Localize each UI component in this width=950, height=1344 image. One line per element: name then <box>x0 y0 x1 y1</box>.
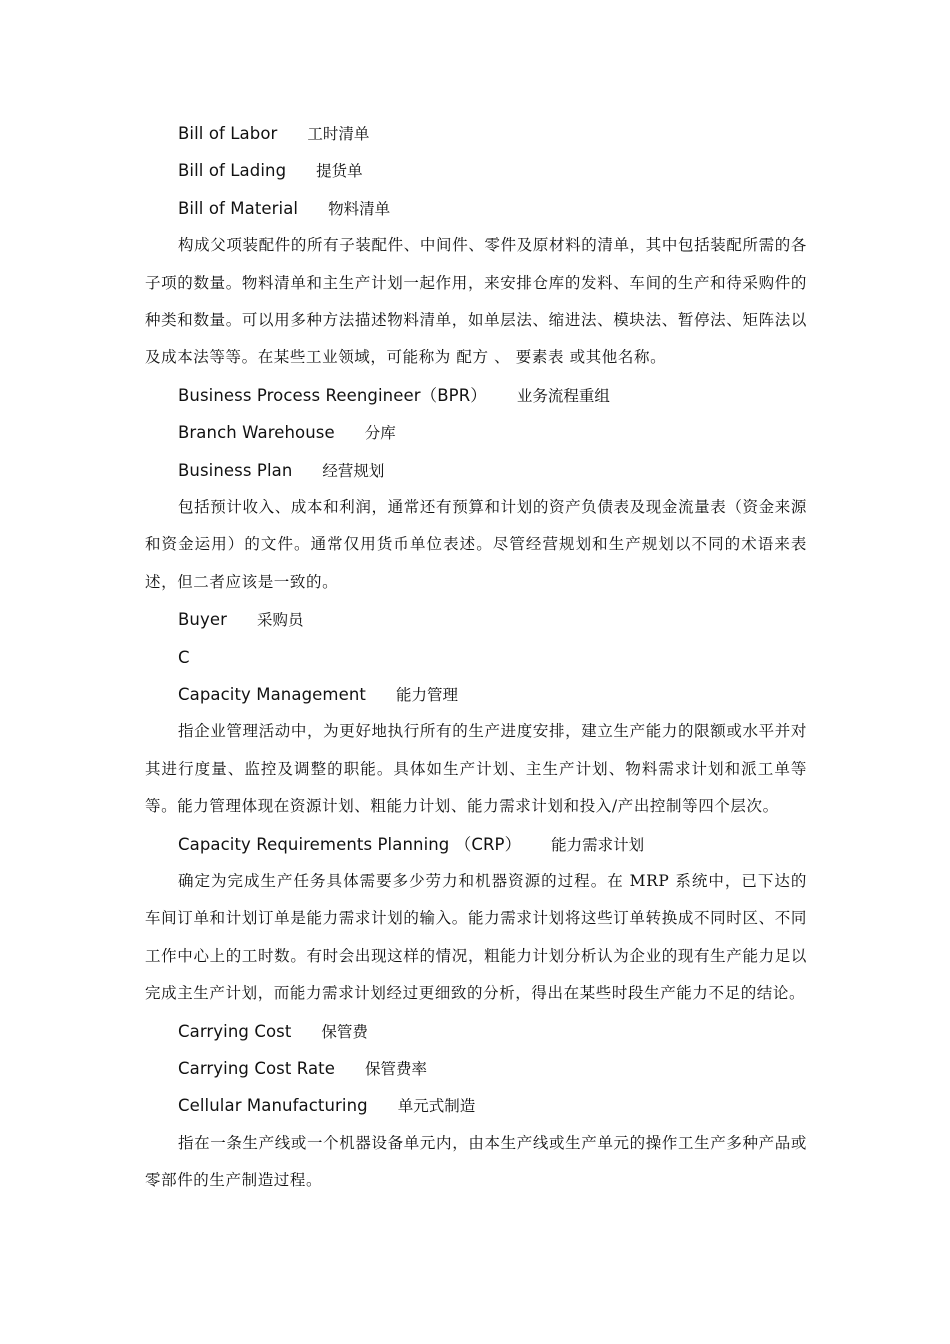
term-chinese: 采购员 <box>256 611 304 630</box>
term-business-plan <box>178 452 950 489</box>
term-english: Bill of Material <box>178 198 299 218</box>
term-chinese: 工时清单 <box>307 125 370 143</box>
section-letter: C <box>178 647 190 667</box>
term-chinese: 分库 <box>364 424 396 443</box>
term-english: Business Process Reengineer（BPR） <box>178 385 487 405</box>
term-chinese: 能力需求计划 <box>551 835 645 854</box>
term-english: Bill of Labor <box>178 124 278 143</box>
definition-business-plan: 包括预计收入、成本和利润，通常还有预算和计划的资产负债表及现金流量表（资金来源和资金运用）的文件。通常仅用货币单位表述。尽管经营规划和生产规划以不同的术语来表述，但二者应该是一致的。 <box>145 497 807 591</box>
term-english: Carrying Cost <box>178 1021 292 1041</box>
term-bill-of-material <box>178 190 950 227</box>
term-capacity-management <box>178 676 950 713</box>
term-english: Capacity Management <box>178 684 366 704</box>
term-bill-of-lading <box>178 152 950 189</box>
term-chinese: 业务流程重组 <box>516 386 610 405</box>
term-chinese: 物料清单 <box>328 199 391 218</box>
term-english: Bill of Lading <box>178 161 287 181</box>
definition-capacity-management: 指企业管理活动中，为更好地执行所有的生产进度安排，建立生产能力的限额或水平并对其进行度量、监控及调整的职能。具体如生产计划、主生产计划、物料需求计划和派工单等等。能力管理体现在资源计划、粗能力计划、能力需求计划和投入/产出控制等四个层次。 <box>145 722 807 816</box>
term-buyer <box>178 601 950 638</box>
term-english: Capacity Requirements Planning （CRP） <box>178 834 522 854</box>
term-chinese: 经营规划 <box>322 461 385 480</box>
term-carrying-cost <box>178 1013 950 1050</box>
term-branch-warehouse <box>178 414 950 451</box>
term-chinese: 保管费率 <box>365 1059 428 1078</box>
term-chinese: 保管费 <box>321 1022 368 1041</box>
term-bill-of-labor <box>178 115 950 152</box>
term-chinese: 提货单 <box>316 162 363 181</box>
term-crp <box>178 826 950 863</box>
term-carrying-cost-rate <box>178 1050 950 1087</box>
term-english: Business Plan <box>178 460 293 480</box>
term-english: Carrying Cost Rate <box>178 1058 335 1078</box>
document-page <box>0 115 950 1200</box>
term-chinese: 能力管理 <box>395 685 458 704</box>
term-bpr <box>178 377 950 414</box>
definition-bill-of-material: 构成父项装配件的所有子装配件、中间件、零件及原材料的清单，其中包括装配所需的各子项的数量。物料清单和主生产计划一起作用，来安排仓库的发料、车间的生产和待采购件的种类和数量。可以用多种方法描述物料清单，如单层法、缩进法、模块法、暂停法、矩阵法以及成本法等等。在某些工业领域，可能称为 配方 、 要素表 或其他名称。 <box>145 236 807 367</box>
term-english: Branch Warehouse <box>178 423 335 443</box>
term-english: Cellular Manufacturing <box>178 1096 368 1116</box>
term-english: Buyer <box>178 610 227 630</box>
term-cellular-manufacturing <box>178 1087 950 1124</box>
definition-crp: 确定为完成生产任务具体需要多少劳力和机器资源的过程。在 MRP 系统中，已下达的车间订单和计划订单是能力需求计划的输入。能力需求计划将这些订单转换成不同时区、不同工作中心上的工时数。有时会出现这样的情况，粗能力计划分析认为企业的现有生产能力足以完成主生产计划，而能力需求计划经过更细致的分析，得出在某些时段生产能力不足的结论。 <box>145 871 807 1003</box>
term-chinese: 单元式制造 <box>397 1097 476 1116</box>
definition-cellular-manufacturing: 指在一条生产线或一个机器设备单元内，由本生产线或生产单元的操作工生产多种产品或零部件的生产制造过程。 <box>145 1133 807 1190</box>
